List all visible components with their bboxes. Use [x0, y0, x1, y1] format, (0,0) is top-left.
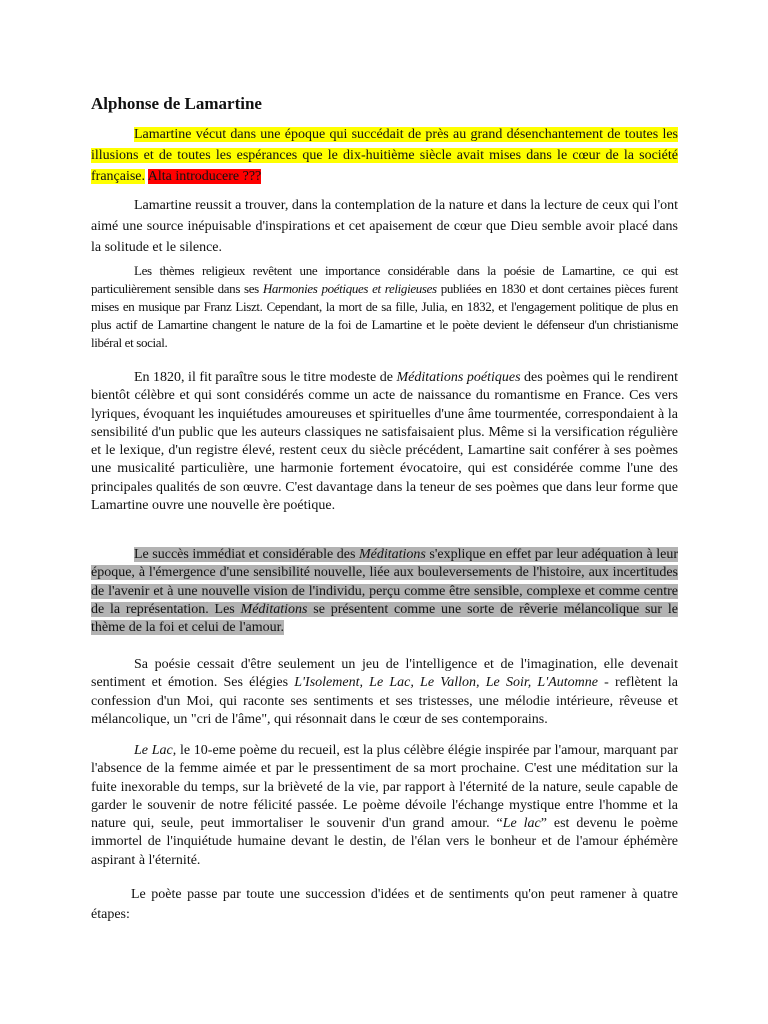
text-run: Sa poésie cessait d'être seulement un jeu de l'intelligence et de l'imagination, elle devenait sentiment et émotion. Ses élégies	[91, 657, 678, 691]
text-run: se présentent comme une sorte de rêverie mélancolique sur le thème de la foi et celui de l'amour.	[91, 601, 678, 636]
text-run: Les thèmes religieux revêtent une importance considérable dans la poésie de Lamartine, ce qui est particulièrement sensible dans ses	[91, 263, 678, 296]
text-run: s'explique en effet par leur adéquation à leur époque, à l'émergence d'une sensibilité nouvelle, liée aux bouleversements de l'histoire, aux incertitudes de l'avenir et à une nouvelle vision de l'individu, perçu comme être sensible, complexe et comme centre de la représentation. Les	[91, 547, 678, 617]
paragraph-meditations	[91, 369, 678, 515]
paragraph-le-lac	[91, 742, 678, 870]
paragraph-nature: Lamartine reussit a trouver, dans la contemplation de la nature et dans la lecture de ceux qui l'ont aimé une source inépuisable d'inspirations et cet apaisement de cœur que Dieu semble avoir placé dans la solitude et le silence.	[91, 198, 678, 255]
italic-title: Harmonies poétiques et religieuses	[262, 281, 437, 296]
paragraph-elegies	[91, 656, 678, 729]
document-title: Alphonse de Lamartine	[91, 94, 262, 113]
text-run: publiées en 1830 et dont certaines pièces furent mises en musique par Franz Liszt. Cependant, la mort de sa fille, Julia, en 1832, et l'engagement politique de plus en plus actif de Lamartine changent le nature de la foi de Lamartine et le poète devient le défenseur d'un christianisme libéral et social.	[91, 281, 679, 350]
text-run: , le 10-eme poème du recueil, est la plus célèbre élégie inspirée par l'amour, marquant par l'absence de la femme aimée et par le pressentiment de sa mort prochaine. C'est une méditation sur la fuite inexorable du temps, sur la brièveté de la vie, par rapport à l'éternité de la nature, seule capable de garder le souvenir de notre félicité passée. Le poème dévoile l'échange mystique entre l'homme et la nature qui, seule, peut immortaliser le souvenir d'un grand amour. “	[91, 743, 678, 832]
text-run: ” est devenu le poème immortel de l'inquiétude humaine devant le destin, de l'élan vers le bonheur et de l'amour éphémère aspirant à l'éternité.	[91, 816, 678, 868]
paragraph-success	[91, 546, 678, 637]
gray-highlight-block	[91, 547, 678, 635]
text-run: des poèmes qui le rendirent bientôt célèbre et qui sont considérés comme un acte de naissance du romantisme en France. Ces vers lyriques, évoquant les inquiétudes amoureuses et spirituelles d'une âme tourmentée, correspondaient à la sensibilité d'un public que les auteurs classiques ne satisfaisaient plus. Même si la versification régulière et le lexique, d'un registre élevé, restent ceux du siècle précédent, Lamartine sait conférer à ses poèmes une musicalité particulière, une harmonie fortement évocatoire, qui est considérée comme l'une des principales qualités de son œuvre. C'est davantage dans la teneur de ses poèmes que dans leur forme que Lamartine ouvre une nouvelle ère poétique.	[91, 370, 679, 514]
italic-title: Le lac	[502, 816, 541, 832]
text-run: Le succès immédiat et considérable des	[134, 547, 359, 562]
yellow-highlight-text: Lamartine vécut dans une époque qui succédait de près au grand désenchantement de toutes les illusions et de toutes les espérances que le dix-huitième siècle avait mises dans le cœur de la société française.	[91, 127, 678, 184]
text-run: En 1820, il fit paraître sous le titre modeste de	[134, 370, 397, 385]
italic-title: Méditations	[240, 601, 308, 617]
paragraph-intro	[91, 124, 678, 187]
red-highlight-comment: Alta introducere ???	[147, 169, 262, 184]
paragraph-stages: Le poète passe par toute une succession d'idées et de sentiments qu'on peut ramener à quatre étapes:	[91, 887, 678, 922]
italic-title-list: L'Isolement, Le Lac, Le Vallon, Le Soir, L'Automne	[294, 675, 598, 691]
italic-title: Méditations	[358, 547, 426, 562]
text-run: - reflètent la confession d'un Moi, qui raconte ses sentiments et ses tristesses, une mélodie intérieure, rêveuse et mélancolique, un "cri de l'âme", qui résonnait dans le cœur de ses contemporains.	[91, 675, 678, 727]
paragraph-religious-themes	[91, 262, 678, 352]
italic-title: Méditations poétiques	[396, 370, 521, 385]
italic-title: Le Lac	[134, 743, 173, 758]
